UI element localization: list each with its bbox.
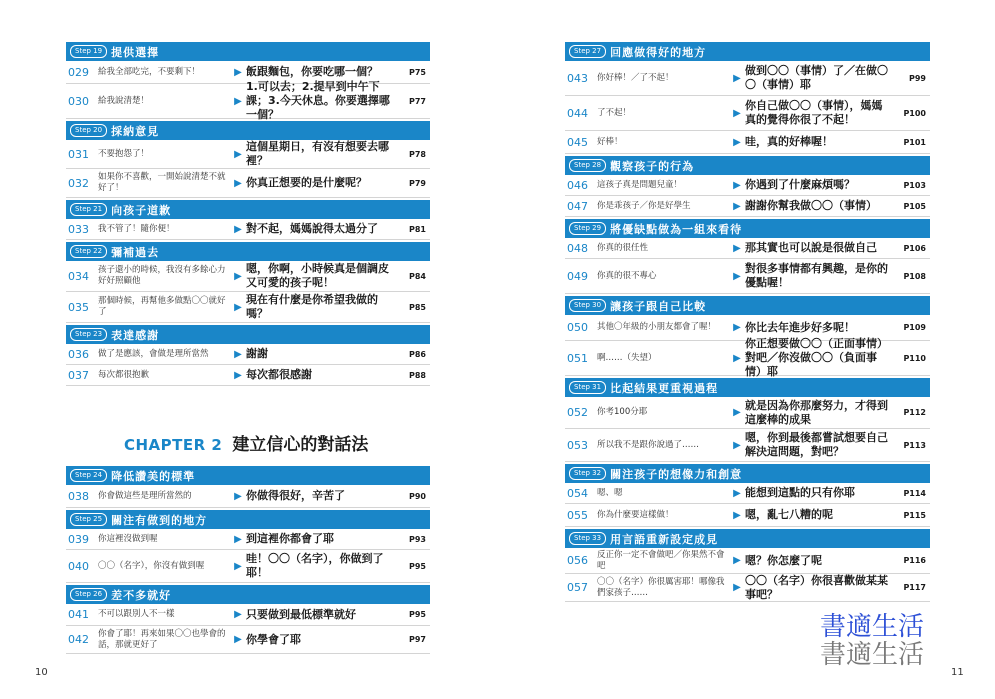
entry-number: 049 <box>567 269 588 283</box>
entry-row <box>66 485 430 508</box>
arrow-icon: ▶ <box>234 66 242 78</box>
entry-number: 030 <box>68 94 89 108</box>
arrow-icon: ▶ <box>234 270 242 282</box>
watermark-line-1: 書適生活 <box>820 612 925 642</box>
entry-question: 不要抱怨了！ <box>98 148 150 159</box>
entry-number: 051 <box>567 351 588 365</box>
entry-question: 所以我不是跟你說過了…… <box>597 439 700 450</box>
entry-page: P115 <box>903 510 926 520</box>
entry-page: P108 <box>903 271 926 281</box>
entry-page: P109 <box>903 323 926 332</box>
entry-question: 給我說清楚！ <box>98 95 150 106</box>
entry-row <box>66 529 430 550</box>
step-badge: Step 21 <box>70 203 107 216</box>
step-header <box>565 464 930 483</box>
entry-page: P106 <box>903 243 926 253</box>
entry-number: 029 <box>68 65 89 79</box>
step-header <box>565 378 930 397</box>
arrow-icon: ▶ <box>234 369 242 381</box>
step-header <box>66 242 430 261</box>
entry-row <box>66 550 430 583</box>
step-header <box>565 156 930 175</box>
arrow-icon: ▶ <box>733 107 741 119</box>
entry-page: P93 <box>409 534 426 544</box>
arrow-icon: ▶ <box>733 72 741 84</box>
entry-question: 這孩子真是問題兒童！ <box>597 179 683 190</box>
entry-row <box>565 429 930 462</box>
entry-number: 042 <box>68 633 89 646</box>
entry-question: 反正你一定不會做吧／你果然不會吧 <box>597 549 725 571</box>
arrow-icon: ▶ <box>234 533 242 545</box>
entry-row <box>66 344 430 365</box>
entry-answer: 那其實也可以說是很做自己 <box>745 241 877 254</box>
step-badge: Step 29 <box>569 222 606 235</box>
entry-question: 你是乖孩子／你是好學生 <box>597 200 691 211</box>
entry-number: 035 <box>68 300 89 314</box>
entry-page: P112 <box>903 408 926 417</box>
entry-answer: 現在有什麼是你希望我做的嗎？ <box>246 293 378 320</box>
entry-row <box>565 131 930 154</box>
entry-question: 好棒！ <box>597 136 623 147</box>
step-badge: Step 23 <box>70 328 107 341</box>
step-header <box>66 585 430 604</box>
entry-row <box>565 483 930 504</box>
right-sections <box>565 40 930 602</box>
entry-page: P79 <box>409 178 426 188</box>
entry-answer: 哇，真的好棒喔！ <box>745 135 833 148</box>
entry-page: P114 <box>903 488 926 498</box>
step-title: 用言語重新設定成見 <box>610 532 719 546</box>
entry-answer: 嗯，你到最後都嘗試想要自己解決這問題，對吧？ <box>745 431 888 458</box>
entry-answer: 你真正想要的是什麼呢？ <box>246 176 367 189</box>
entry-row <box>565 337 930 378</box>
chapter-heading <box>124 430 368 455</box>
entry-number: 047 <box>567 199 588 213</box>
arrow-icon: ▶ <box>733 352 741 364</box>
entry-answer: 就是因為你那麼努力，才得到這麼棒的成果 <box>745 398 888 426</box>
step-title: 回應做得好的地方 <box>610 45 707 59</box>
entry-number: 046 <box>567 178 588 192</box>
entry-answer: 每次都很感謝 <box>246 368 312 381</box>
step-badge: Step 19 <box>70 45 107 58</box>
entry-row <box>66 169 430 198</box>
entry-row <box>66 604 430 626</box>
entry-page: P116 <box>903 556 926 565</box>
entry-question: 你為什麼要這樣做！ <box>597 509 674 520</box>
entry-question: 我不管了！隨你便！ <box>98 223 175 234</box>
step-title: 讓孩子跟自己比較 <box>610 299 707 313</box>
entry-number: 038 <box>68 489 89 503</box>
entry-page: P105 <box>903 201 926 211</box>
entry-answer: 你比去年進步好多呢！ <box>745 320 855 334</box>
entry-number: 033 <box>68 222 89 236</box>
arrow-icon: ▶ <box>733 179 741 191</box>
step-badge: Step 32 <box>569 467 606 480</box>
entry-answer: 能想到這點的只有你耶 <box>745 486 855 499</box>
entry-answer: 你學會了耶 <box>246 632 301 646</box>
step-header <box>66 200 430 219</box>
entry-answer: 飯跟麵包，你要吃哪一個？ <box>246 65 378 78</box>
arrow-icon: ▶ <box>733 582 741 593</box>
left-sections-bottom <box>66 464 430 654</box>
entry-row <box>565 196 930 217</box>
step-badge: Step 20 <box>70 124 107 137</box>
entry-answer: 做到〇〇（事情）了／在做〇〇（事情）耶 <box>745 64 888 91</box>
step-title: 提供選擇 <box>111 45 160 59</box>
arrow-icon: ▶ <box>234 560 242 572</box>
arrow-icon: ▶ <box>234 148 242 160</box>
entry-row <box>565 574 930 602</box>
entry-row <box>66 80 430 121</box>
entry-row <box>565 238 930 259</box>
entry-answer: 到這裡你都會了耶 <box>246 532 334 545</box>
entry-page: P95 <box>409 610 426 619</box>
entry-number: 031 <box>68 147 89 161</box>
entry-number: 034 <box>68 269 89 283</box>
step-title: 將優缺點做為一組來看待 <box>610 222 743 236</box>
entry-answer: 你做得很好，辛苦了 <box>246 489 345 502</box>
arrow-icon: ▶ <box>733 555 741 566</box>
entry-question: 〇〇（名字）你很厲害耶！哪像我們家孩子…… <box>597 576 725 598</box>
step-header <box>66 42 430 61</box>
entry-row <box>66 140 430 169</box>
step-badge: Step 31 <box>569 381 606 394</box>
entry-question: 你真的很任性 <box>597 242 649 253</box>
entry-number: 041 <box>68 608 89 621</box>
step-header <box>565 219 930 238</box>
entry-answer: 這個星期日，有沒有想要去哪裡？ <box>246 140 389 167</box>
entry-page: P81 <box>409 224 426 234</box>
arrow-icon: ▶ <box>234 301 242 313</box>
entry-number: 050 <box>567 321 588 334</box>
entry-number: 052 <box>567 406 588 419</box>
entry-number: 040 <box>68 559 89 573</box>
entry-page: P78 <box>409 149 426 159</box>
entry-number: 039 <box>68 532 89 546</box>
entry-number: 057 <box>567 581 588 594</box>
entry-question: 不可以跟別人不一樣 <box>98 609 175 619</box>
entry-question: 如果你不喜歡，一開始說清楚不就好了！ <box>98 172 226 193</box>
entry-page: P117 <box>903 583 926 592</box>
watermark-line-2: 書適生活 <box>820 640 925 670</box>
entry-question: 孩子還小的時候，我沒有多餘心力好好照顧他 <box>98 265 226 286</box>
entry-number: 053 <box>567 438 588 452</box>
arrow-icon: ▶ <box>234 177 242 189</box>
entry-row <box>66 626 430 654</box>
entry-page: P95 <box>409 561 426 571</box>
entry-question: 你這裡沒做到喔 <box>98 533 158 544</box>
entry-question: 你會做這些是理所當然的 <box>98 490 192 501</box>
entry-answer: 〇〇（名字）你很喜歡做某某事吧？ <box>745 573 888 601</box>
step-badge: Step 28 <box>569 159 606 172</box>
chapter-title: 建立信心的對話法 <box>232 435 369 455</box>
left-page-number: 10 <box>35 667 48 678</box>
entry-page: P85 <box>409 302 426 312</box>
step-title: 關注孩子的想像力和創意 <box>610 467 743 481</box>
entry-question: 每次都很抱歉 <box>98 369 150 380</box>
entry-row <box>565 548 930 574</box>
entry-row <box>565 96 930 131</box>
entry-number: 056 <box>567 554 588 567</box>
step-title: 表達感謝 <box>111 328 160 342</box>
step-title: 降低讚美的標準 <box>111 469 196 483</box>
step-badge: Step 22 <box>70 245 107 258</box>
arrow-icon: ▶ <box>733 270 741 282</box>
entry-answer: 對很多事情都有興趣，是你的優點喔！ <box>745 262 888 289</box>
arrow-icon: ▶ <box>733 322 741 333</box>
step-header <box>66 325 430 344</box>
entry-page: P84 <box>409 271 426 281</box>
step-badge: Step 27 <box>569 45 606 58</box>
entry-answer: 謝謝你幫我做〇〇（事情） <box>745 199 877 212</box>
entry-answer: 嗯，你啊，小時候真是個調皮又可愛的孩子呢！ <box>246 262 389 289</box>
entry-question: 啊……（失望） <box>597 352 657 363</box>
left-sections-top <box>66 40 430 386</box>
entry-row <box>66 261 430 292</box>
arrow-icon: ▶ <box>234 348 242 360</box>
entry-question: 了不起！ <box>597 107 632 118</box>
entry-page: P113 <box>903 440 926 450</box>
entry-question: 〇〇（名字），你沒有做到喔 <box>98 560 205 571</box>
entry-row <box>565 61 930 96</box>
step-badge: Step 25 <box>70 513 107 526</box>
entry-answer: 謝謝 <box>246 347 268 360</box>
entry-answer: 嗯？你怎麼了呢 <box>745 553 822 567</box>
entry-question: 嗯、嗯 <box>597 487 623 498</box>
entry-question: 你好棒！／了不起！ <box>597 72 674 83</box>
entry-number: 044 <box>567 106 588 120</box>
entry-number: 054 <box>567 486 588 500</box>
step-title: 關注有做到的地方 <box>111 513 208 527</box>
step-badge: Step 30 <box>569 299 606 312</box>
step-header <box>565 296 930 315</box>
entry-page: P110 <box>903 353 926 363</box>
entry-number: 036 <box>68 347 89 361</box>
entry-page: P86 <box>409 349 426 359</box>
entry-number: 032 <box>68 176 89 190</box>
entry-answer: 你正想要做〇〇（正面事情）對吧／你沒做〇〇（負面事情）耶 <box>745 337 888 378</box>
entry-page: P99 <box>909 73 926 83</box>
entry-page: P77 <box>409 96 426 106</box>
step-title: 差不多就好 <box>111 588 172 602</box>
entry-row <box>66 292 430 323</box>
step-badge: Step 26 <box>70 588 107 601</box>
entry-page: P101 <box>903 137 926 147</box>
entry-question: 給我全部吃完，不要剩下！ <box>98 66 201 77</box>
step-header <box>66 121 430 140</box>
entry-page: P100 <box>903 108 926 118</box>
entry-answer: 嗯，亂七八糟的呢 <box>745 508 833 521</box>
arrow-icon: ▶ <box>733 200 741 212</box>
entry-page: P90 <box>409 491 426 501</box>
entry-number: 055 <box>567 508 588 522</box>
entry-row <box>565 259 930 294</box>
entry-answer: 你自己做〇〇（事情），媽媽真的覺得你很了不起！ <box>745 99 883 126</box>
arrow-icon: ▶ <box>733 242 741 254</box>
arrow-icon: ▶ <box>234 95 242 107</box>
entry-number: 048 <box>567 241 588 255</box>
step-badge: Step 33 <box>569 532 606 545</box>
arrow-icon: ▶ <box>234 634 242 645</box>
step-header <box>66 510 430 529</box>
arrow-icon: ▶ <box>733 487 741 499</box>
step-badge: Step 24 <box>70 469 107 482</box>
arrow-icon: ▶ <box>234 223 242 235</box>
chapter-label: CHAPTER 2 <box>124 436 223 454</box>
entry-page: P97 <box>409 635 426 644</box>
step-title: 彌補過去 <box>111 245 160 259</box>
arrow-icon: ▶ <box>234 609 242 620</box>
entry-question: 做了是應該，會做是理所當然 <box>98 348 209 359</box>
step-header <box>66 466 430 485</box>
entry-number: 037 <box>68 368 89 382</box>
step-title: 觀察孩子的行為 <box>610 159 695 173</box>
arrow-icon: ▶ <box>733 509 741 521</box>
right-page-number: 11 <box>951 667 964 678</box>
entry-question: 你考100分耶 <box>597 407 648 417</box>
entry-question: 那個時候，再幫他多做點〇〇就好了 <box>98 296 226 317</box>
entry-row <box>565 504 930 527</box>
entry-row <box>565 397 930 429</box>
entry-answer: 對不起，媽媽說得太過分了 <box>246 222 378 235</box>
entry-page: P88 <box>409 370 426 380</box>
entry-page: P103 <box>903 180 926 190</box>
arrow-icon: ▶ <box>733 136 741 148</box>
step-title: 比起結果更重視過程 <box>610 381 719 395</box>
entry-question: 你會了耶！再來如果〇〇也學會的話，那就更好了 <box>98 628 226 650</box>
entry-answer: 你遇到了什麼麻煩嗎？ <box>745 178 855 191</box>
entry-row <box>66 219 430 240</box>
entry-row <box>565 175 930 196</box>
step-header <box>565 42 930 61</box>
entry-question: 你真的很不專心 <box>597 270 657 281</box>
entry-row <box>66 365 430 386</box>
entry-page: P75 <box>409 67 426 77</box>
entry-number: 045 <box>567 135 588 149</box>
step-title: 向孩子道歉 <box>111 203 172 217</box>
entry-answer: 哇！〇〇（名字），你做到了耶！ <box>246 552 384 579</box>
entry-number: 043 <box>567 71 588 85</box>
entry-answer: 1.可以去；2.提早到中午下課；3.今天休息。你要選擇哪一個？ <box>246 80 390 121</box>
arrow-icon: ▶ <box>733 439 741 451</box>
entry-question: 其他〇年級的小朋友都會了喔！ <box>597 322 717 332</box>
step-header <box>565 529 930 548</box>
arrow-icon: ▶ <box>733 407 741 418</box>
entry-answer: 只要做到最低標準就好 <box>246 607 356 621</box>
step-title: 採納意見 <box>111 124 160 138</box>
arrow-icon: ▶ <box>234 490 242 502</box>
